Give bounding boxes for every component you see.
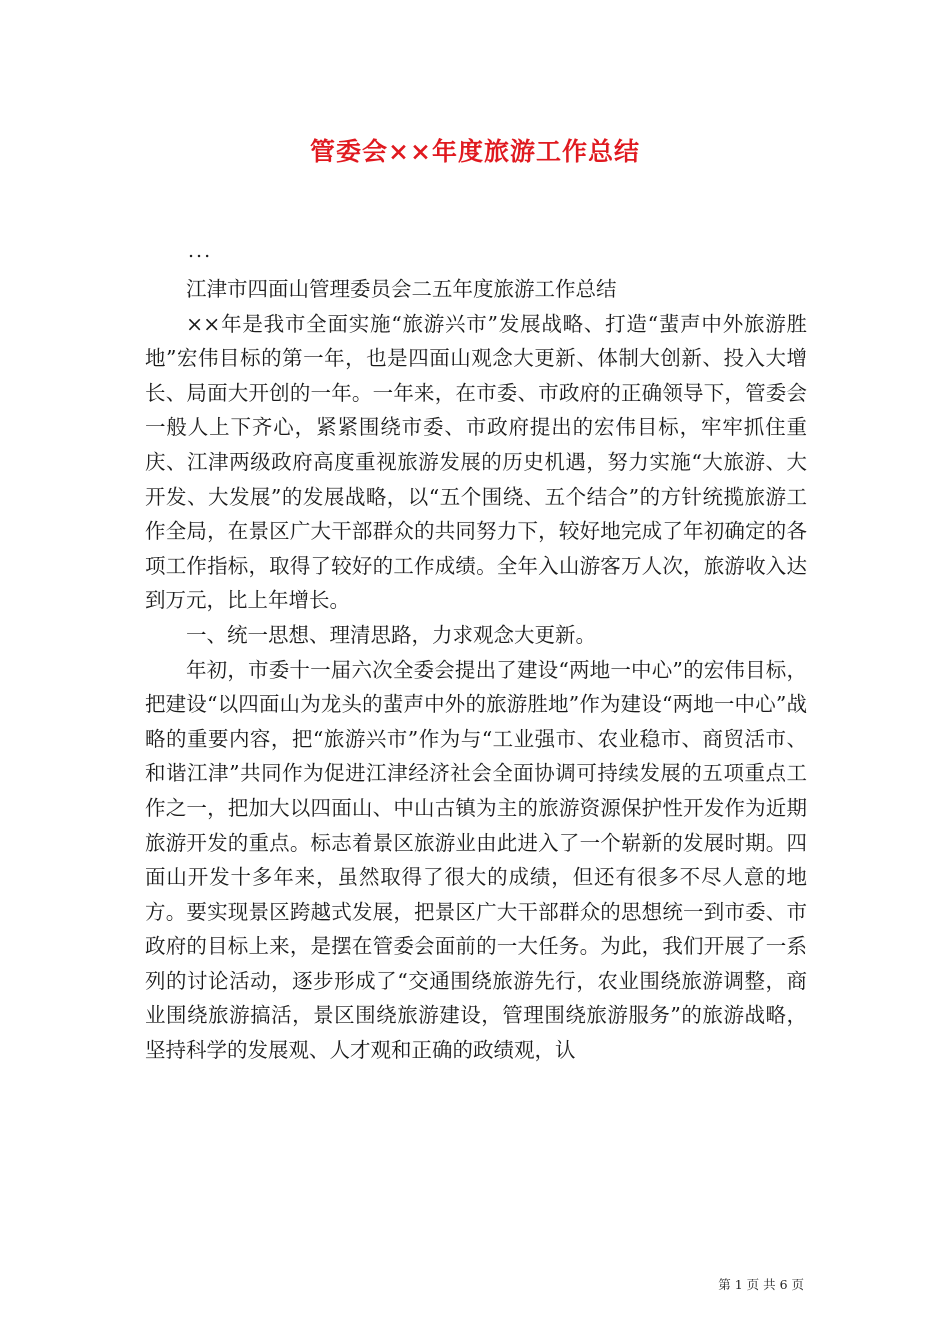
page-footer: 第 1 页 共 6 页 [718,1277,804,1292]
section-heading: 一、统一思想、理清思路，力求观念大更新。 [186,622,596,647]
ellipsis-marker: ... [188,240,213,262]
paragraph-subtitle: 江津市四面山管理委员会二五年度旅游工作总结 [186,277,617,301]
document-body [145,272,807,1068]
paragraph-intro: ××年是我市全面实施“旅游兴市”发展战略、打造“蜚声中外旅游胜地”宏伟目标的第一年，也是四面山观念大更新、体制大创新、投入大增长、局面大开创的一年。一年来，在市委、市政府的正确领导下，管委会一般人上下齐心，紧紧围绕市委、市政府提出的宏伟目标，牢牢抓住重庆、江津两级政府高度重视旅游发展的历史机遇，努力实施“大旅游、大开发、大发展”的发展战略，以“五个围绕、五个结合”的方针统揽旅游工作全局，在景区广大干部群众的共同努力下，较好地完成了年初确定的各项工作指标，取得了较好的工作成绩。全年入山游客万人次，旅游收入达到万元，比上年增长。 [145,311,807,613]
paragraph-section-one: 年初，市委十一届六次全委会提出了建设“两地一中心”的宏伟目标，把建设“以四面山为龙头的蜚声中外的旅游胜地”作为建设“两地一中心”战略的重要内容，把“旅游兴市”作为与“工业强市、农业稳市、商贸活市、和谐江津”共同作为促进江津经济社会全面协调可持续发展的五项重点工作之一，把加大以四面山、中山古镇为主的旅游资源保护性开发作为近期旅游开发的重点。标志着景区旅游业由此进入了一个崭新的发展时期。四面山开发十多年来，虽然取得了很大的成绩，但还有很多不尽人意的地方。要实现景区跨越式发展，把景区广大干部群众的思想统一到市委、市政府的目标上来，是摆在管委会面前的一大任务。为此，我们开展了一系列的讨论活动，逐步形成了“交通围绕旅游先行，农业围绕旅游调整，商业围绕旅游搞活，景区围绕旅游建设，管理围绕旅游服务”的旅游战略，坚持科学的发展观、人才观和正确的政绩观，认 [145,657,807,1063]
document-title: 管委会××年度旅游工作总结 [310,137,640,166]
